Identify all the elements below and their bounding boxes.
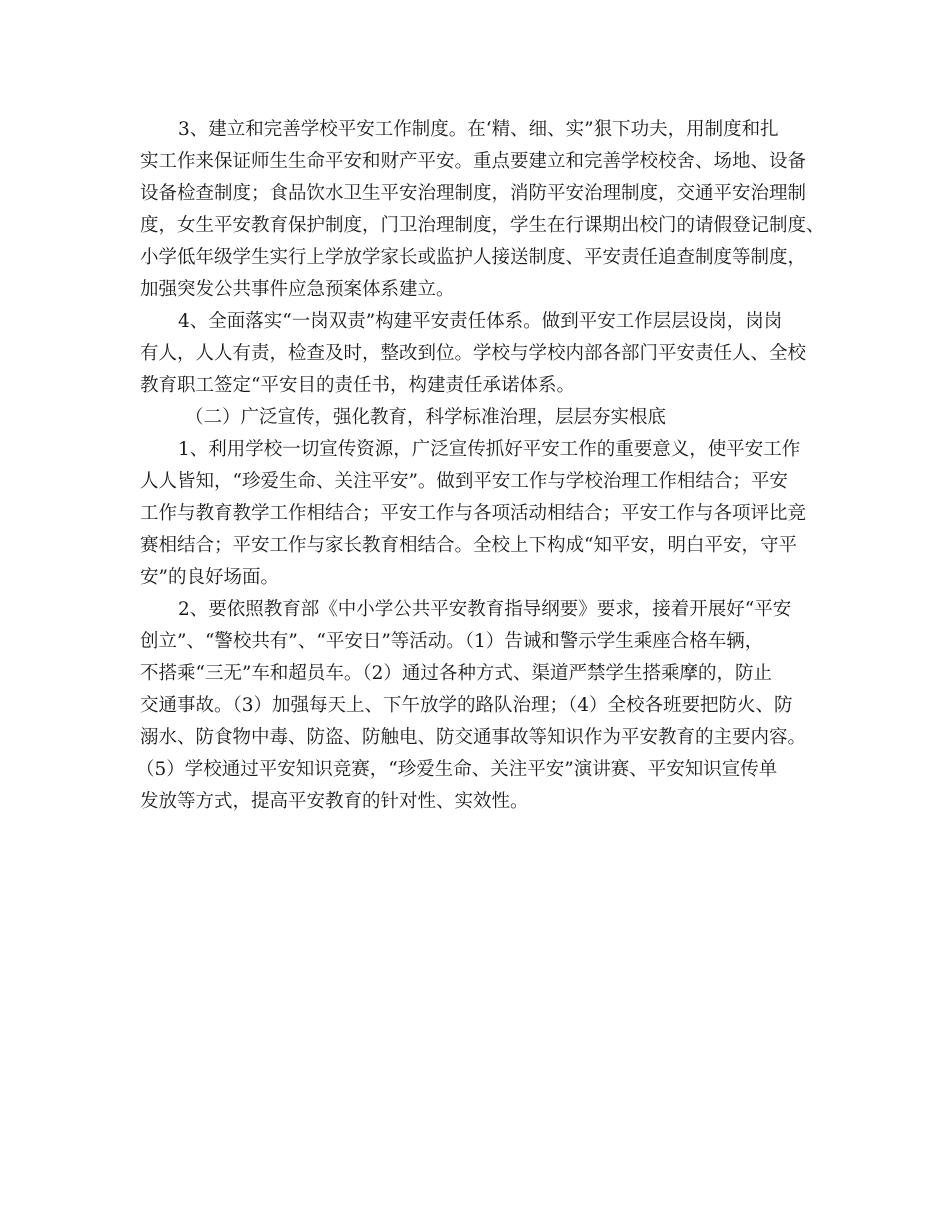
paragraph-line: （5）学校通过平安知识竞赛，“珍爱生命、关注平安”演讲赛、平安知识宣传单 — [136, 759, 778, 780]
paragraph-line: 发放等方式，提高平安教育的针对性、实效性。 — [140, 791, 529, 812]
paragraph-line: 加强突发公共事件应急预案体系建立。 — [140, 279, 455, 300]
paragraph-line: 度，女生平安教育保护制度，门卫治理制度，学生在行课期出校门的请假登记制度、 — [140, 215, 825, 236]
paragraph-line: 3、建立和完善学校平安工作制度。在‘精、细、实”狠下功夫，用制度和扎 — [178, 119, 779, 140]
paragraph-line: 1、利用学校一切宣传资源，广泛宣传抓好平安工作的重要意义，使平安工作 — [178, 439, 801, 460]
document-body — [136, 114, 825, 818]
paragraph-line: 工作与教育教学工作相结合；平安工作与各项活动相结合；平安工作与各项评比竞 — [140, 503, 807, 524]
paragraph-line: 赛相结合；平安工作与家长教育相结合。全校上下构成“知平安，明白平安，守平 — [140, 535, 797, 556]
paragraph-line: 小学低年级学生实行上学放学家长或监护人接送制度、平安责任追查制度等制度， — [140, 247, 807, 268]
paragraph-line: 实工作来保证师生生命平安和财产平安。重点要建立和完善学校校舍、场地、设备 — [140, 151, 807, 172]
paragraph-line: 安”的良好场面。 — [140, 567, 279, 588]
paragraph-line: 人人皆知，“珍爱生命、关注平安”。做到平安工作与学校治理工作相结合；平安 — [140, 471, 788, 492]
paragraph-line: 教育职工签定“平安目的责任书，构建责任承诺体系。 — [140, 375, 575, 396]
paragraph-line: 溺水、防食物中毒、防盗、防触电、防交通事故等知识作为平安教育的主要内容。 — [140, 727, 807, 748]
paragraph-line: 2、要依照教育部《中小学公共平安教育指导纲要》要求，接着开展好“平安 — [178, 599, 792, 620]
section-heading: （二）广泛宣传，强化教育，科学标准治理，层层夯实根底 — [185, 407, 667, 428]
paragraph-line: 有人，人人有责，检查及时，整改到位。学校与学校内部各部门平安责任人、全校 — [140, 343, 807, 364]
paragraph-line: 创立”、“警校共有”、“平安日”等活动。（1）告诫和警示学生乘座合格车辆， — [140, 631, 764, 652]
paragraph-line: 4、全面落实“一岗双责”构建平安责任体系。做到平安工作层层设岗，岗岗 — [178, 311, 783, 332]
paragraph-line: 不搭乘“三无”车和超员车。（2）通过各种方式、渠道严禁学生搭乘摩的，防止 — [140, 663, 772, 684]
paragraph-line: 交通事故。（3）加强每天上、下午放学的路队治理；（4）全校各班要把防火、防 — [140, 695, 793, 716]
paragraph-line: 设备检查制度；食品饮水卫生平安治理制度，消防平安治理制度，交通平安治理制 — [140, 183, 807, 204]
